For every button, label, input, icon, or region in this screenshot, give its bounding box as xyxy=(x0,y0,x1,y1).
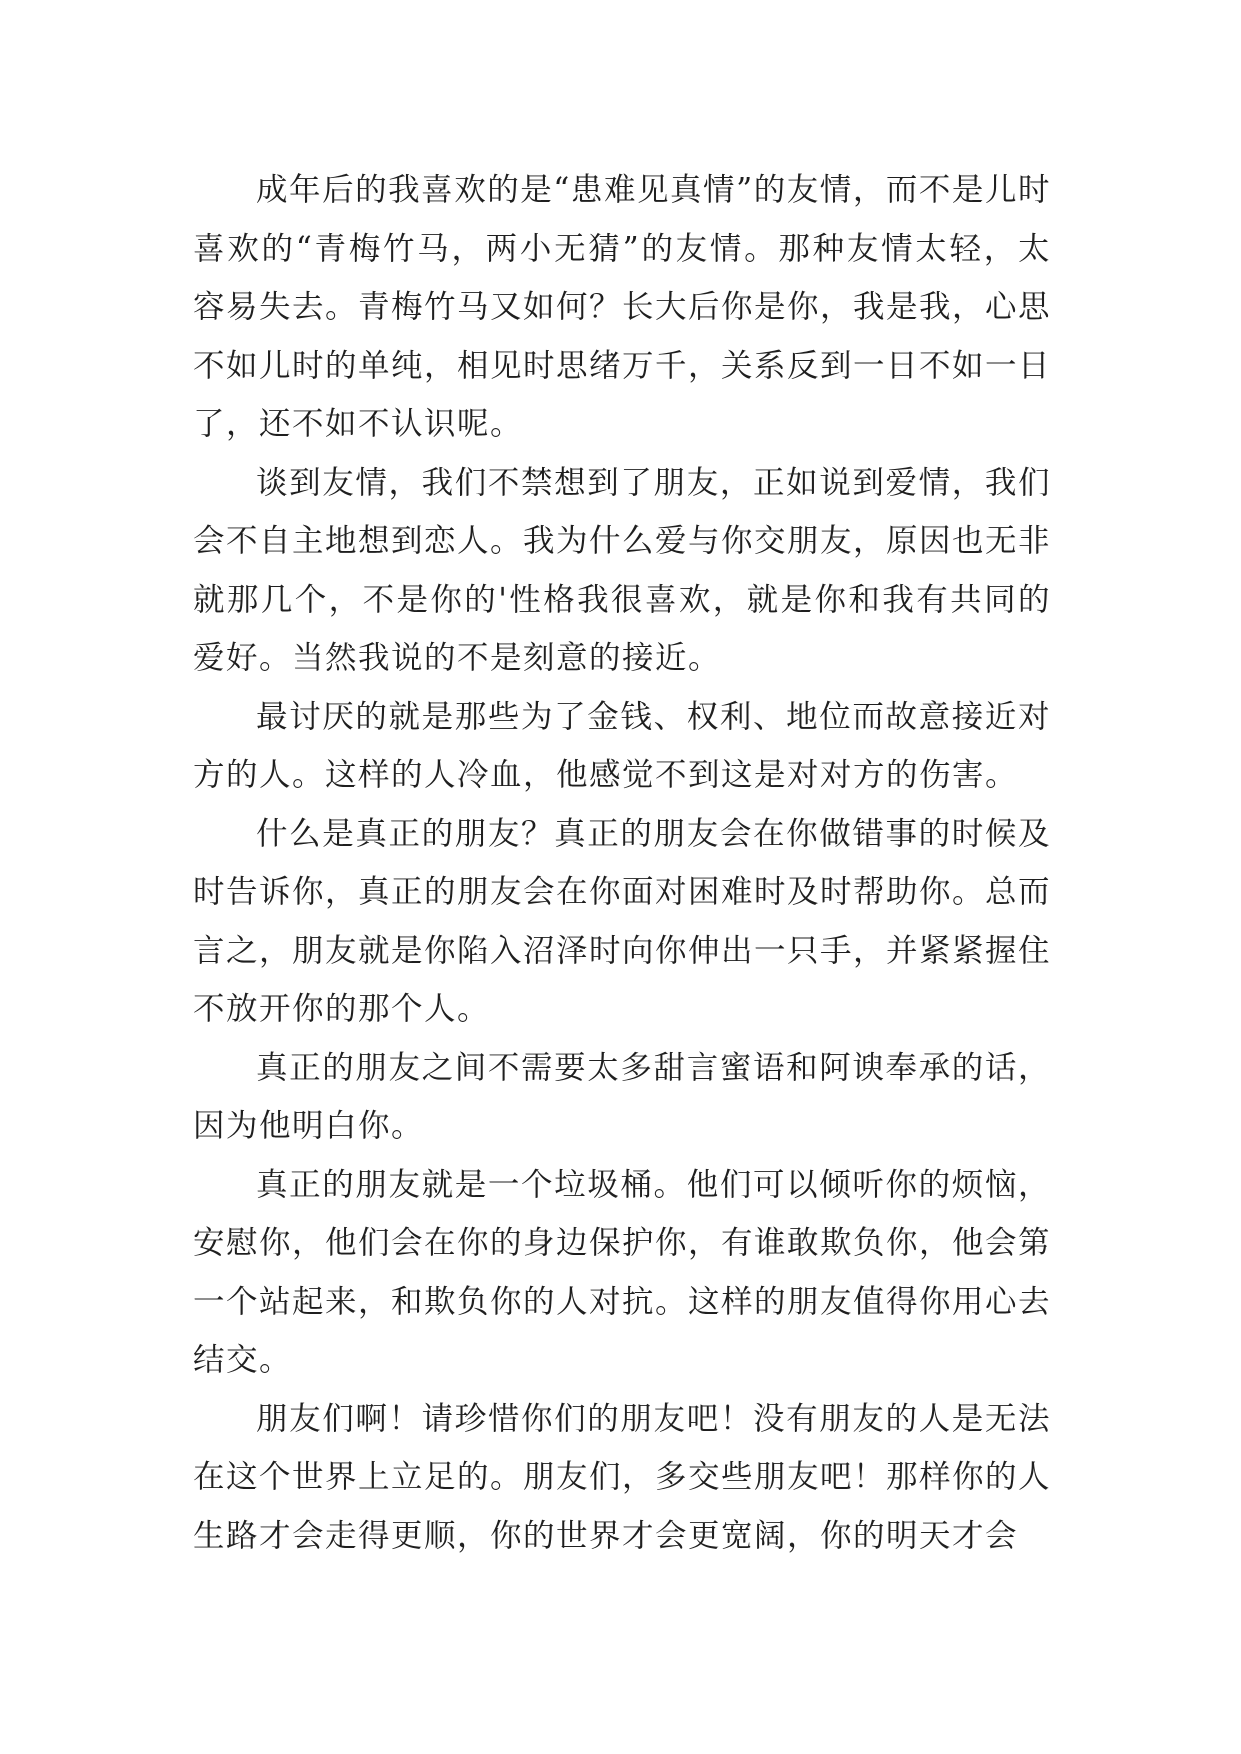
paragraph-7: 朋友们啊！请珍惜你们的朋友吧！没有朋友的人是无法在这个世界上立足的。朋友们，多交些朋友吧！那样你的人生路才会走得更顺，你的世界才会更宽阔，你的明天才会 xyxy=(193,1400,1052,1554)
paragraph-2: 谈到友情，我们不禁想到了朋友，正如说到爱情，我们会不自主地想到恋人。我为什么爱与你交朋友，原因也无非就那几个，不是你的'性格我很喜欢，就是你和我有共同的爱好。当然我说的不是刻意的接近。 xyxy=(193,464,1052,676)
paragraph-4: 什么是真正的朋友？真正的朋友会在你做错事的时候及时告诉你，真正的朋友会在你面对困难时及时帮助你。总而言之，朋友就是你陷入沼泽时向你伸出一只手，并紧紧握住不放开你的那个人。 xyxy=(193,815,1052,1027)
paragraph-3: 最讨厌的就是那些为了金钱、权利、地位而故意接近对方的人。这样的人冷血，他感觉不到这是对对方的伤害。 xyxy=(193,698,1051,793)
paragraph-1: 成年后的我喜欢的是“患难见真情”的友情，而不是儿时喜欢的“青梅竹马，两小无猜”的友情。那种友情太轻，太容易失去。青梅竹马又如何？长大后你是你，我是我，心思不如儿时的单纯，相见时思绪万千，关系反到一日不如一日了，还不如不认识呢。 xyxy=(193,172,1052,442)
document-body xyxy=(193,161,1051,1565)
paragraph-6: 真正的朋友就是一个垃圾桶。他们可以倾听你的烦恼，安慰你，他们会在你的身边保护你，有谁敢欺负你，他会第一个站起来，和欺负你的人对抗。这样的朋友值得你用心去结交。 xyxy=(193,1166,1052,1378)
paragraph-5: 真正的朋友之间不需要太多甜言蜜语和阿谀奉承的话，因为他明白你。 xyxy=(193,1049,1051,1144)
